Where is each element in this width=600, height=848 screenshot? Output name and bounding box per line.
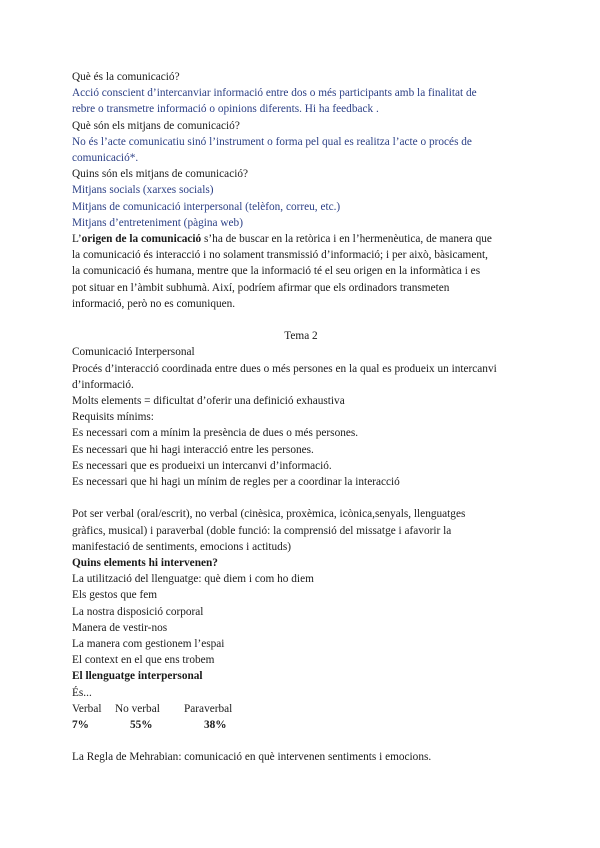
text-line: Requisits mínims: [72,411,154,424]
media-item: Mitjans de comunicació interpersonal (telèfon, correu, etc.) [72,200,341,213]
text-line: manifestació de sentiments, emocions i actituds) [72,540,291,553]
element-item: La utilització del llenguatge: què diem i com ho diem [72,573,314,586]
answer-line: Acció conscient d’intercanviar informació entre dos o més participants amb la finalitat de [72,87,477,100]
text-line: d’informació. [72,378,134,391]
section-heading: Tema 2 [284,330,318,343]
spacer [72,733,530,749]
spacer [72,490,530,506]
language-title: El llenguatge interpersonal [72,670,203,683]
spacer [72,312,530,328]
answer-line: rebre o transmetre informació o opinions diferents. Hi ha feedback . [72,103,379,116]
text-line: Molts elements = dificultat d’oferir una definició exhaustiva [72,395,345,408]
origin-prefix: L’ [72,233,82,246]
text-line: Pot ser verbal (oral/escrit), no verbal (cinèsica, proxèmica, icònica,senyals, llenguatges [72,508,466,521]
stat-label-verbal: Verbal [72,702,102,715]
stat-value-verbal: 7% [72,719,89,732]
answer-line: comunicació*. [72,152,139,165]
answer-line: No és l’acte comunicatiu sinó l’instrument o forma pel qual es realitza l’acte o procés de [72,135,472,148]
stats-values-row [72,717,530,733]
requirement-item: Es necessari com a mínim la presència de dues o més persones. [72,427,359,440]
element-item: La manera com gestionem l’espai [72,638,225,651]
element-item: Manera de vestir-nos [72,621,168,634]
question-what-is-communication: Què és la comunicació? [72,71,180,83]
origin-line: pot situar en l’àmbit subhumà. Així, podríem afirmar que els ordinadors transmeten [72,281,450,294]
stat-value-nonverbal: 55% [130,719,153,732]
media-item: Mitjans d’entreteniment (pàgina web) [72,216,243,229]
stat-label-nonverbal: No verbal [115,702,160,715]
es-label: És... [72,686,92,699]
text-line: Comunicació Interpersonal [72,346,195,359]
stats-labels-row [72,701,530,717]
origin-paragraph-first-line [72,231,530,247]
text-line: Procés d’interacció coordinada entre dues o més persones en la qual es produeix un intercanvi [72,362,497,375]
text-line: gràfics, musical) i paraverbal (doble funció: la comprensió del missatge i afavorir la [72,524,452,537]
origin-line: la comunicació és interacció i no solament transmissió d’informació; i per això, bàsicament, [72,249,488,262]
origin-line: la comunicació és humana, mentre que la informació té el seu origen en la informàtica i es [72,265,481,278]
mehrabian-rule: La Regla de Mehrabian: comunicació en què intervenen sentiments i emocions. [72,751,432,764]
element-item: Els gestos que fem [72,589,158,602]
media-item: Mitjans socials (xarxes socials) [72,184,214,197]
requirement-item: Es necessari que hi hagi interacció entre les persones. [72,443,314,456]
document-body [72,69,530,766]
requirement-item: Es necessari que es produeixi un intercanvi d’informació. [72,459,332,472]
origin-bold-term: origen de la comunicació [81,233,202,246]
element-item: La nostra disposició corporal [72,605,204,618]
stat-value-paraverbal: 38% [204,719,227,732]
question-media: Què són els mitjans de comunicació? [72,119,240,132]
origin-rest: s’ha de buscar en la retòrica i en l’hermenèutica, de manera que [201,233,492,246]
stat-label-paraverbal: Paraverbal [184,702,233,715]
origin-line: informació, però no es comuniquen. [72,297,236,310]
elements-title: Quins elements hi intervenen? [72,557,218,570]
requirement-item: Es necessari que hi hagi un mínim de regles per a coordinar la interacció [72,476,400,489]
element-item: El context en el que ens trobem [72,654,215,667]
question-which-media: Quins són els mitjans de comunicació? [72,168,249,181]
